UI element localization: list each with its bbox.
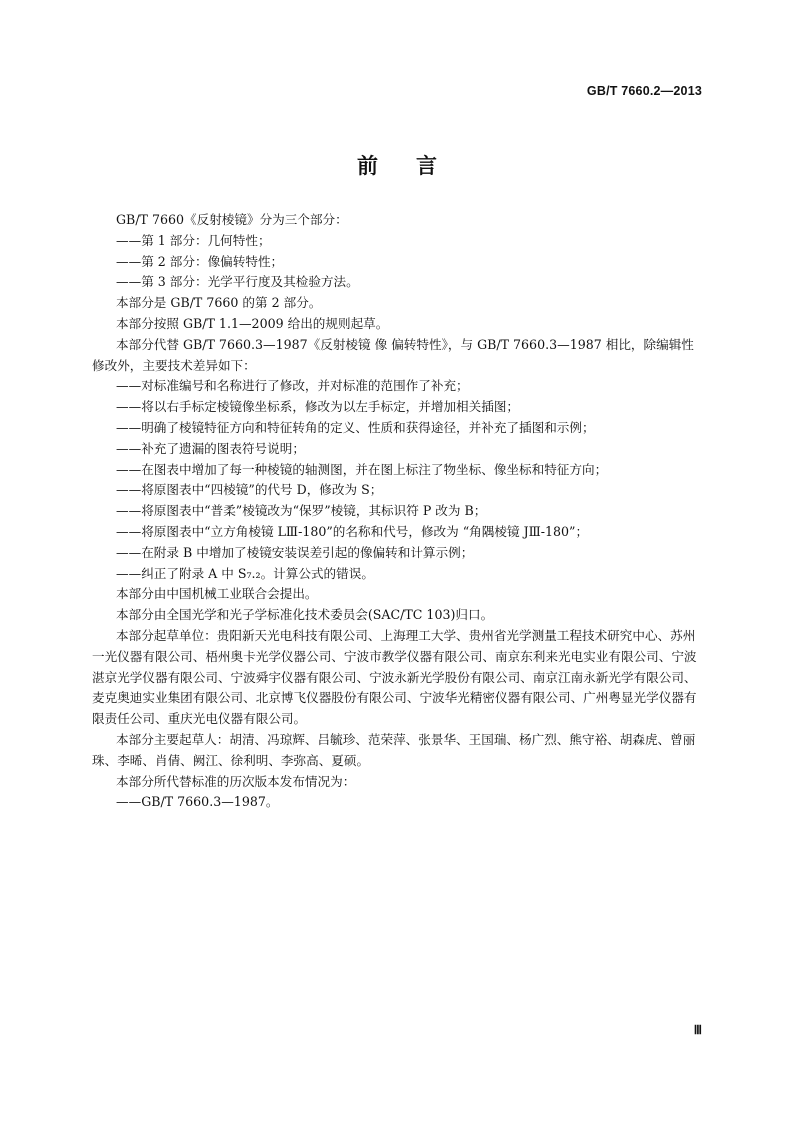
list-item: ——在图表中增加了每一种棱镜的轴测图，并在图上标注了物坐标、像坐标和特征方向； — [116, 461, 608, 477]
list-item: ——明确了棱镜特征方向和特征转角的定义、性质和获得途径，并补充了插图和示例； — [116, 419, 595, 435]
list-item: ——将原图表中“四棱镜”的代号 D，修改为 S； — [116, 482, 383, 498]
list-item: ——对标准编号和名称进行了修改，并对标准的范围作了补充； — [116, 378, 469, 394]
list-item: ——第 3 部分：光学平行度及其检验方法。 — [116, 274, 359, 290]
list-item: ——将以右手标定棱镜像坐标系，修改为以左手标定，并增加相关插图； — [116, 399, 519, 415]
list-item: ——补充了遗漏的图表符号说明； — [116, 440, 305, 456]
paragraph: 本部分由全国光学和光子学标准化技术委员会(SAC/TC 103)归口。 — [116, 607, 494, 623]
paragraph: GB/T 7660《反射棱镜》分为三个部分： — [116, 212, 348, 227]
page-number: Ⅲ — [693, 1023, 702, 1037]
list-item: ——在附录 B 中增加了棱镜安装误差引起的像偏转和计算示例； — [116, 544, 474, 560]
list-item: ——第 1 部分：几何特性； — [116, 232, 271, 248]
paragraph: 本部分主要起草人：胡清、冯琼辉、吕毓珍、范荣萍、张景华、王国瑞、杨广烈、熊守裕、胡森虎、曾丽珠、李晞、肖倩、阙江、徐利明、李弥高、夏硕。 — [92, 731, 696, 768]
paragraph: 本部分由中国机械工业联合会提出。 — [116, 586, 318, 602]
list-item: ——将原图表中“立方角棱镜 LⅢ-180”的名称和代号，修改为 “角隅棱镜 JⅢ-180”； — [116, 523, 589, 539]
list-item: ——第 2 部分：像偏转特性； — [116, 253, 284, 269]
paragraph: 本部分按照 GB/T 1.1—2009 给出的规则起草。 — [116, 315, 389, 331]
paragraph: 本部分是 GB/T 7660 的第 2 部分。 — [116, 295, 322, 311]
list-item: ——将原图表中“普柔”棱镜改为“保罗”棱镜，其标识符 P 改为 B； — [116, 503, 487, 519]
foreword-body — [92, 210, 706, 813]
paragraph: 本部分起草单位：贵阳新天光电科技有限公司、上海理工大学、贵州省光学测量工程技术研究中心、苏州一光仪器有限公司、梧州奥卡光学仪器公司、宁波市教学仪器有限公司、南京东利来光电实业有限公司、宁波湛京光学仪器有限公司、宁波舜宇仪器有限公司、宁波永新光学股份有限公司、南京江南永新光学有限公司、麦克奥迪实业集团有限公司、北京博飞仪器股份有限公司、宁波华光精密仪器有限公司、广州粤显光学仪器有限责任公司、重庆光电仪器有限公司。 — [92, 627, 697, 727]
list-item: ——GB/T 7660.3—1987。 — [116, 794, 279, 810]
paragraph: 本部分所代替标准的历次版本发布情况为： — [116, 773, 356, 789]
list-item: ——纠正了附录 A 中 S₇.₂。计算公式的错误。 — [116, 565, 374, 581]
standard-number: GB/T 7660.2—2013 — [586, 84, 702, 98]
paragraph: 本部分代替 GB/T 7660.3—1987《反射棱镜 像 偏转特性》，与 GB/T 7660.3—1987 相比，除编辑性修改外，主要技术差异如下： — [92, 336, 694, 373]
page-title: 前言 — [357, 154, 475, 178]
